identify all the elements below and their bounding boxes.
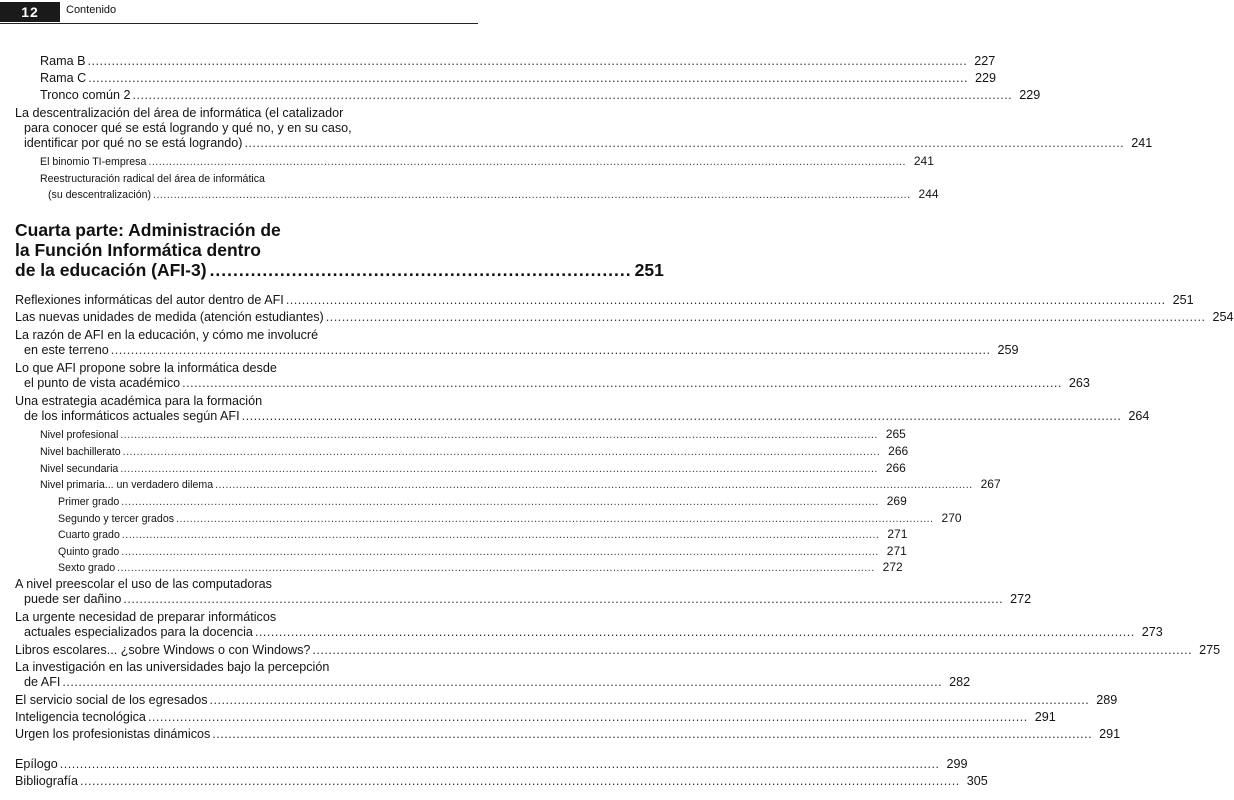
toc-entry-title: Nivel bachillerato <box>40 446 121 458</box>
toc-entry-page: 271 <box>886 544 907 558</box>
toc-entry-title: Inteligencia tecnológica <box>15 710 146 724</box>
running-head: Contenido <box>66 4 117 16</box>
toc-entry-page: 275 <box>1199 643 1221 657</box>
toc-entry-page: 291 <box>1099 727 1121 741</box>
toc-entry <box>15 710 1056 725</box>
leader-dots: ............................................................................................................................................................................................................................ <box>241 409 1122 423</box>
toc-entry-line: La descentralización del área de informática (el catalizador <box>15 106 344 120</box>
toc-entry-title: Segundo y tercer grados <box>58 513 175 525</box>
toc-entry-title: Nivel secundaria <box>40 463 119 475</box>
toc-entry <box>58 527 908 543</box>
toc-entry <box>58 560 903 576</box>
toc-entry-title: Quinto grado <box>58 546 120 558</box>
toc-entry <box>40 154 934 170</box>
toc-entry-page: 289 <box>1096 693 1118 707</box>
toc-entry-page: 265 <box>885 427 906 441</box>
toc-entry-page: 299 <box>946 757 968 771</box>
toc-entry-title: en este terreno <box>24 343 109 357</box>
toc-entry <box>58 544 907 560</box>
toc-entry-page: 282 <box>949 675 971 689</box>
toc-entry <box>15 310 1234 325</box>
toc-entry <box>40 88 1041 103</box>
leader-dots: ............................................................................................................................................................................................................................ <box>285 293 1166 307</box>
toc-entry-page: 259 <box>997 343 1019 357</box>
toc-entry <box>40 54 996 69</box>
toc-entry <box>15 293 1194 308</box>
toc-entry <box>15 328 1019 358</box>
toc-entry <box>40 461 906 477</box>
toc-entry-line: La investigación en las universidades bajo la percepción <box>15 660 330 674</box>
leader-dots: ............................................................................................................................................................................................................................ <box>147 710 1028 724</box>
toc-entry-page: 229 <box>1019 88 1041 102</box>
toc-entry <box>15 757 968 772</box>
toc-entry <box>40 427 906 443</box>
toc-entry-title: identificar por qué no se está logrando) <box>24 136 243 150</box>
leader-dots: ............................................................................................................................................................................................................................ <box>110 343 991 357</box>
toc-entry-page: 244 <box>918 187 939 201</box>
toc-entry-page: 264 <box>1128 409 1150 423</box>
toc-entry-title: El servicio social de los egresados <box>15 693 208 707</box>
toc-entry <box>15 610 1163 640</box>
toc-entry-title: actuales especializados para la docencia <box>24 625 253 639</box>
part-heading-line-1: Cuarta parte: Administración de <box>15 220 281 240</box>
toc-entry-title: Epílogo <box>15 757 58 771</box>
toc-entry-title: puede ser dañino <box>24 592 122 606</box>
toc-entry-page: 251 <box>1172 293 1194 307</box>
toc-entry-page: 241 <box>1131 136 1153 150</box>
toc-entry-page: 267 <box>980 477 1001 491</box>
leader-dots: ............................................................................................................................................................................................................................ <box>122 446 881 458</box>
toc-entry-title: (su descentralización) <box>48 189 152 201</box>
leader-dots: ............................................................................................................................................................................................................................ <box>80 774 960 788</box>
toc-entry-title: Las nuevas unidades de medida (atención estudiantes) <box>15 310 324 324</box>
page-number: 12 <box>0 2 60 22</box>
toc-entry-title: Sexto grado <box>58 562 116 574</box>
toc-entry <box>15 774 988 789</box>
toc-entry-page: 263 <box>1068 376 1090 390</box>
toc-entry-page: 270 <box>941 511 962 525</box>
leader-dots: ............................................................................................................................................................................................................................ <box>121 529 880 541</box>
toc-entry-page: 266 <box>888 444 909 458</box>
leader-dots: ............................................................................................................................................................................................................................ <box>325 310 1206 324</box>
toc-entry <box>58 494 907 510</box>
toc-entry <box>15 577 1032 607</box>
leader-dots: ............................................................................................................................................................................................................................ <box>244 136 1125 150</box>
leader-dots: ............................................................................................................................................................................................................................ <box>148 156 906 168</box>
leader-dots: ............................................................................................................................................................................................................................ <box>132 88 1013 102</box>
leader-dots: ............................................................................................................................................................................................................................ <box>215 479 973 491</box>
toc-entry-page: 266 <box>885 461 906 475</box>
leader-dots: ........................................................................ <box>209 260 632 280</box>
toc-entry-page: 254 <box>1212 310 1234 324</box>
toc-entry <box>40 477 1001 493</box>
toc-entry <box>15 660 971 690</box>
leader-dots: ............................................................................................................................................................................................................................ <box>120 429 878 441</box>
toc-entry <box>40 444 909 460</box>
leader-dots: ............................................................................................................................................................................................................................ <box>153 189 911 201</box>
leader-dots: ............................................................................................................................................................................................................................ <box>121 546 879 558</box>
toc-entry-title: Nivel primaria... un verdadero dilema <box>40 479 214 491</box>
toc-entry-title: Nivel profesional <box>40 429 119 441</box>
toc-entry-page: 272 <box>882 560 903 574</box>
toc-entry-line: A nivel preescolar el uso de las computadoras <box>15 577 272 591</box>
toc-entry <box>15 643 1221 658</box>
leader-dots: ............................................................................................................................................................................................................................ <box>176 513 934 525</box>
leader-dots: ............................................................................................................................................................................................................................ <box>117 562 875 574</box>
leader-dots: ............................................................................................................................................................................................................................ <box>182 376 1062 390</box>
toc-entry-title: Rama C <box>40 71 87 85</box>
toc-entry <box>15 727 1121 742</box>
toc-entry-title: el punto de vista académico <box>24 376 181 390</box>
toc-entry <box>15 693 1118 708</box>
leader-dots: ............................................................................................................................................................................................................................ <box>121 496 879 508</box>
toc-entry <box>15 361 1090 391</box>
part-heading-page: 251 <box>634 260 664 280</box>
toc-entry-page: 229 <box>974 71 996 85</box>
toc-entry-title: El binomio TI-empresa <box>40 156 147 168</box>
toc-entry-title: de los informáticos actuales según AFI <box>24 409 240 423</box>
toc-entry-title: Tronco común 2 <box>40 88 131 102</box>
toc-entry-title: Bibliografía <box>15 774 79 788</box>
toc-entry-page: 291 <box>1034 710 1056 724</box>
leader-dots: ............................................................................................................................................................................................................................ <box>120 463 878 475</box>
toc-entry <box>15 106 1153 151</box>
toc-entry-line: La razón de AFI en la educación, y cómo me involucré <box>15 328 319 342</box>
toc-entry-line: Una estrategia académica para la formación <box>15 394 263 408</box>
toc-entry-line: para conocer qué se está logrando y qué no, y en su caso, <box>24 121 352 135</box>
toc-entry-page: 273 <box>1141 625 1163 639</box>
toc-entry-title: Cuarto grado <box>58 529 120 541</box>
toc-entry-page: 305 <box>966 774 988 788</box>
leader-dots: ............................................................................................................................................................................................................................ <box>254 625 1135 639</box>
part-heading-line-3: de la educación (AFI-3) <box>15 260 207 280</box>
leader-dots: ............................................................................................................................................................................................................................ <box>88 71 968 85</box>
toc-entry-line: Lo que AFI propone sobre la informática desde <box>15 361 277 375</box>
toc-entry <box>40 71 996 86</box>
leader-dots: ............................................................................................................................................................................................................................ <box>87 54 968 68</box>
leader-dots: ............................................................................................................................................................................................................................ <box>62 675 943 689</box>
toc-entry-page: 227 <box>974 54 996 68</box>
toc-entry <box>40 172 939 203</box>
toc-entry-title: de AFI <box>24 675 61 689</box>
toc-entry-title: Reflexiones informáticas del autor dentro de AFI <box>15 293 284 307</box>
toc-entry-page: 271 <box>887 527 908 541</box>
toc-entry-page: 272 <box>1010 592 1032 606</box>
leader-dots: ............................................................................................................................................................................................................................ <box>123 592 1004 606</box>
leader-dots: ............................................................................................................................................................................................................................ <box>59 757 940 771</box>
toc-entry-page: 269 <box>886 494 907 508</box>
toc-entry-title: Urgen los profesionistas dinámicos <box>15 727 211 741</box>
toc-entry-page: 241 <box>913 154 934 168</box>
toc-entry <box>15 394 1150 424</box>
leader-dots: ............................................................................................................................................................................................................................ <box>209 693 1090 707</box>
toc-entry-title: Primer grado <box>58 496 120 508</box>
toc-entry <box>58 511 962 527</box>
toc-entry-line: Reestructuración radical del área de informática <box>40 173 265 185</box>
part-heading-line-2: la Función Informática dentro <box>15 240 261 260</box>
toc-entry-title: Rama B <box>40 54 86 68</box>
leader-dots: ............................................................................................................................................................................................................................ <box>312 643 1193 657</box>
leader-dots: ............................................................................................................................................................................................................................ <box>212 727 1093 741</box>
toc-entry-line: La urgente necesidad de preparar informáticos <box>15 610 277 624</box>
toc-entry-title: Libros escolares... ¿sobre Windows o con Windows? <box>15 643 311 657</box>
